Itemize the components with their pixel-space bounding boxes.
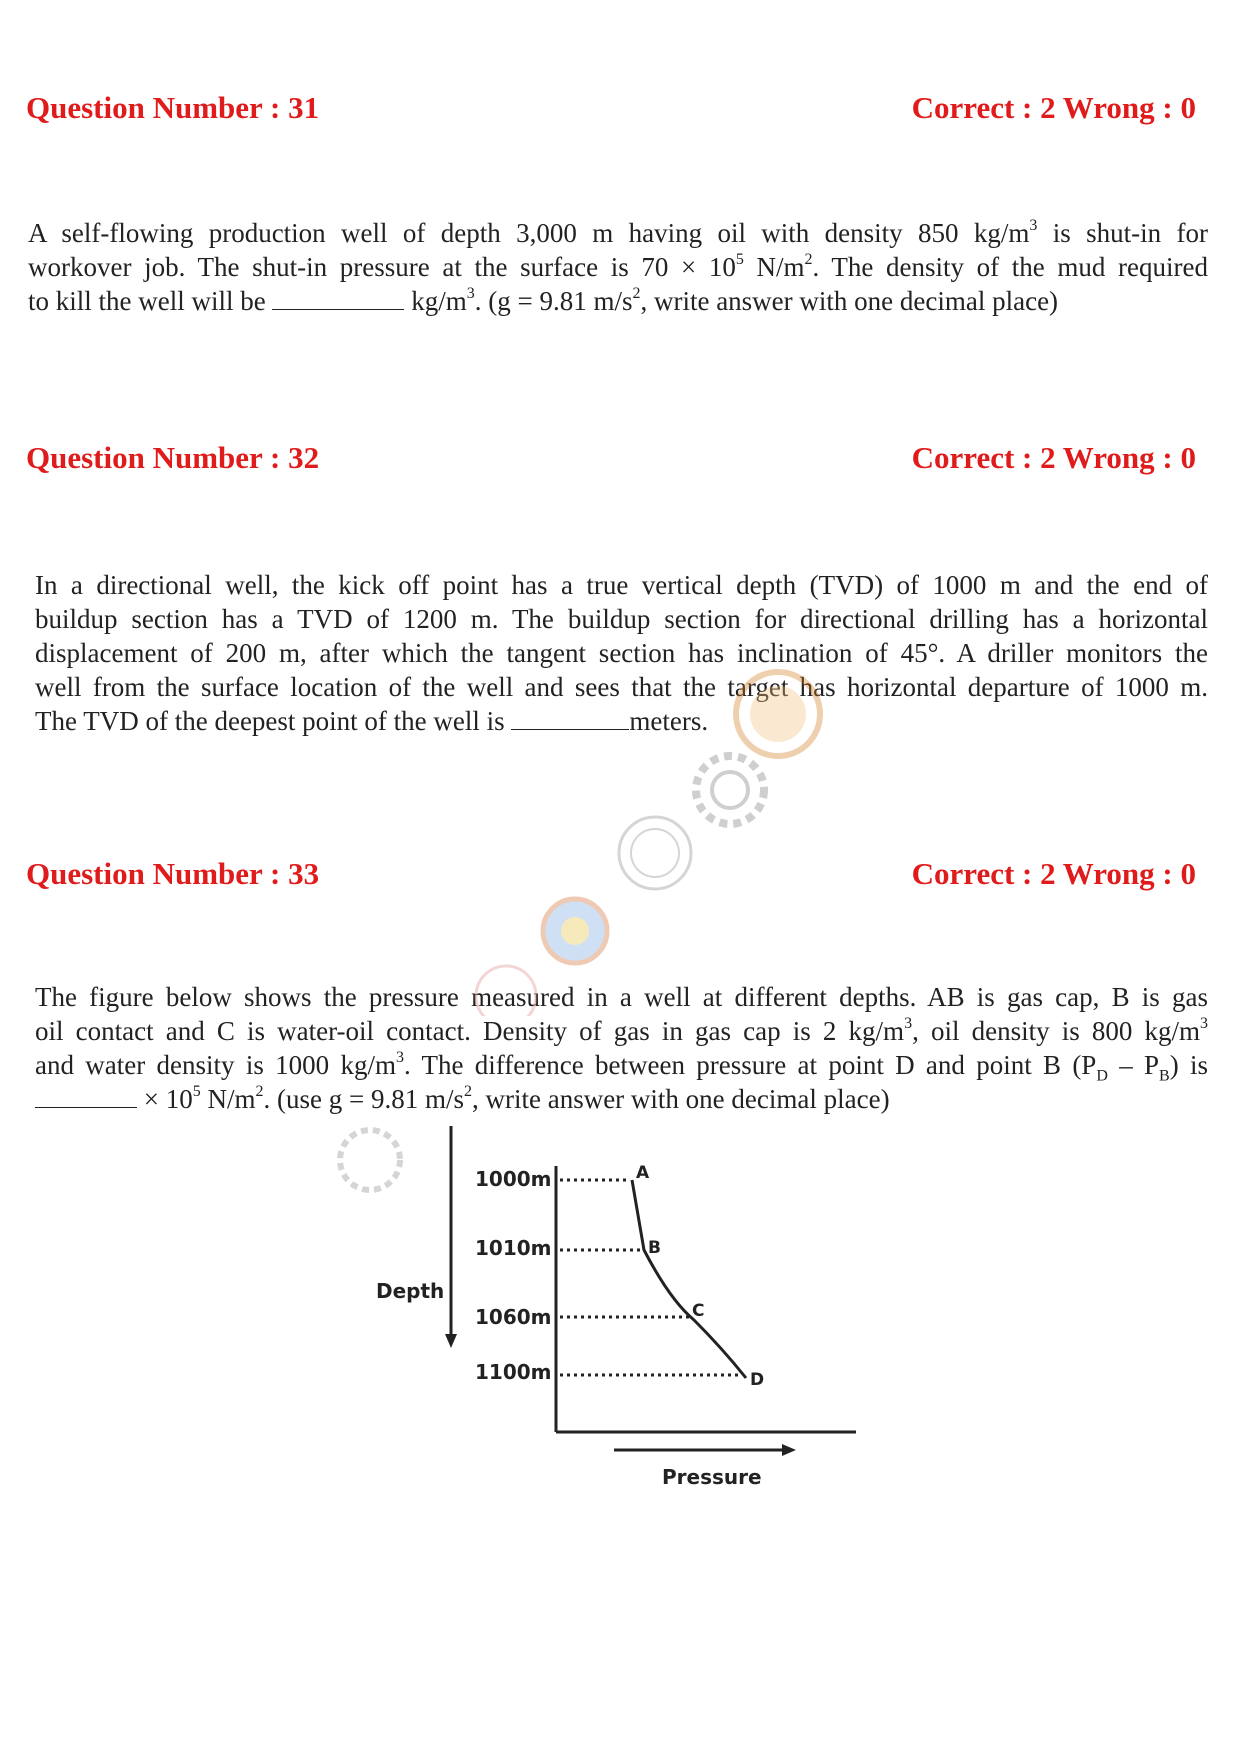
question-number-label: Question Number : 31 [26,90,320,125]
marks-label: Correct : 2 Wrong : 0 [911,856,1196,891]
marks-label: Correct : 2 Wrong : 0 [911,90,1196,125]
question-text-line: × $10^5$ $N/m^2$. (use g = 9.81 $m/s^2$, write answer with one decimal place) [35,1082,1208,1116]
pressure-label: Pressure [662,1465,762,1489]
question-text-line: and water density is 1000 $kg/m^3$. The difference between pressure at point D and point B $(P_D - P_B)$ is [35,1049,1208,1085]
point-label-d: D [750,1370,765,1390]
question-text-line: The TVD of the deepest point of the well is meters. [35,706,709,736]
question-text-line: In a directional well, the kick off point has a true vertical depth (TVD) of 1000 m and the end of [35,570,1208,600]
point-label-b: B [648,1238,661,1258]
question-number-label: Question Number : 33 [26,856,320,891]
question-text-line: A self-flowing production well of depth 3,000 m having oil with density 850 $kg/m^3$ is shut-in for [28,217,1208,248]
depth-tick-label: 1060m [475,1305,552,1329]
depth-label: Depth [376,1279,445,1303]
question-text-line: The figure below shows the pressure measured in a well at different depths. AB is gas cap, B is gas [35,982,1208,1012]
pressure-arrow-head-icon [782,1444,796,1456]
question-number-label: Question Number : 32 [26,440,320,475]
question-text-line: workover job. The shut-in pressure at the surface is $70 \times 10^5$ $N/m^2$. The density of the mud required [28,251,1208,282]
depth-tick-label: 1010m [475,1236,552,1260]
question-text-line: oil contact and C is water-oil contact. Density of gas in gas cap is 2 $kg/m^3$, oil density is 800 $kg/m^3$ [35,1015,1208,1046]
point-label-c: C [692,1301,705,1321]
pressure-curve [632,1180,746,1378]
question-text-line: well from the surface location of the well and sees that the target has horizontal departure of 1000 m. [35,672,1208,702]
question-text-line: to kill the well will be $kg/m^3$. (g = 9.81 $m/s^2$, write answer with one decimal place) [28,285,1059,316]
question-text-line: displacement of 200 m, after which the tangent section has inclination of 45°. A driller monitors the [35,638,1208,668]
depth-tick-label: 1100m [475,1360,552,1384]
depth-arrow-head-icon [445,1334,457,1348]
depth-tick-label: 1000m [475,1167,552,1191]
marks-label: Correct : 2 Wrong : 0 [911,440,1196,475]
point-label-a: A [636,1163,650,1183]
question-text-line: buildup section has a TVD of 1200 m. The buildup section for directional drilling has a horizontal [35,604,1208,634]
